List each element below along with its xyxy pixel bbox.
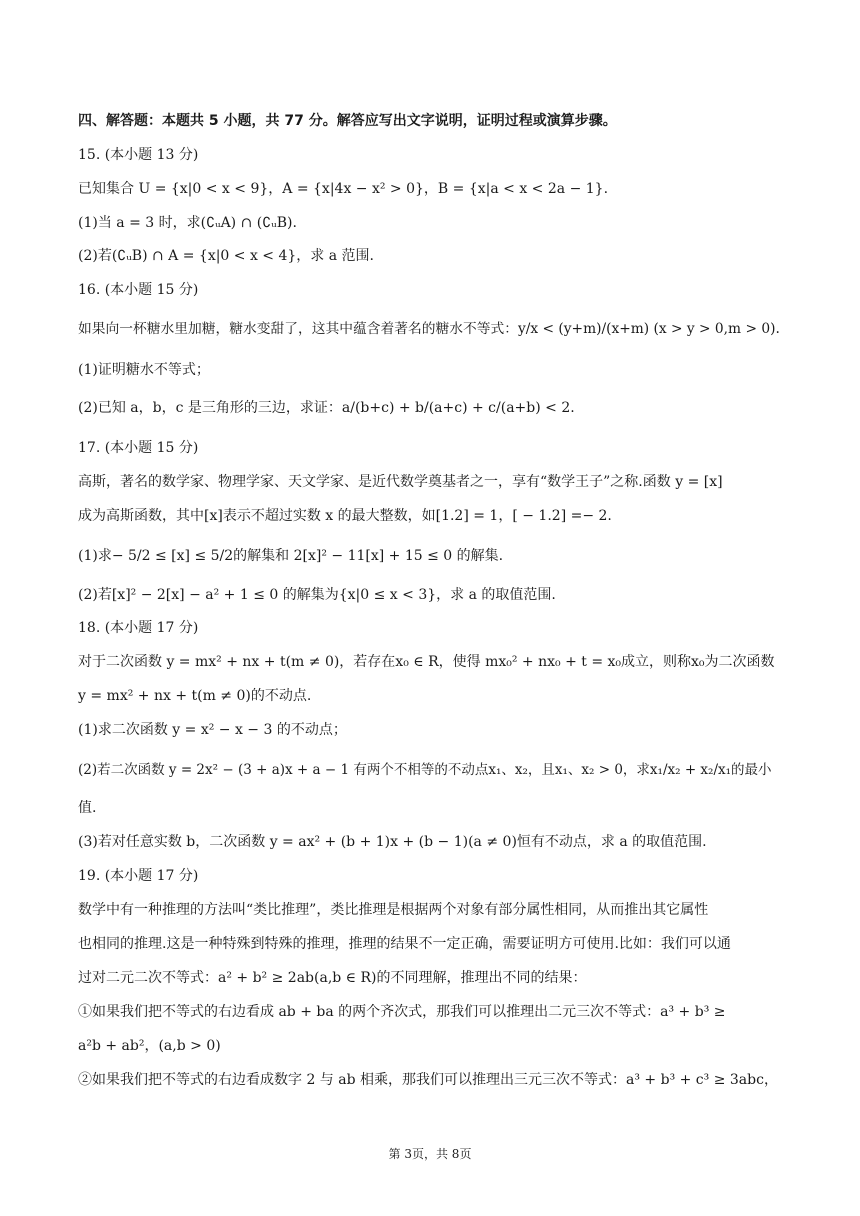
- problem-15-part-2: (2)若(∁ᵤB) ∩ A = {x|0 < x < 4}，求 a 范围.: [78, 248, 375, 264]
- problem-16-part-2: (2)已知 a，b，c 是三角形的三边，求证：a/(b+c) + b/(a+c) + c/(a+b) < 2.: [78, 400, 575, 416]
- problem-19-example-1: ①如果我们把不等式的右边看成 ab + ba 的两个齐次式，那我们可以推理出二元三次不等式：a³ + b³ ≥: [78, 1004, 726, 1020]
- problem-17-part-2: (2)若[x]² − 2[x] − a² + 1 ≤ 0 的解集为{x|0 ≤ x < 3}，求 a 的取值范围.: [78, 587, 556, 603]
- problem-15-header: 15. (本小题 13 分): [78, 147, 199, 163]
- problem-19-statement-line-3: 过对二元二次不等式：a² + b² ≥ 2ab(a,b ∈ R)的不同理解，推理出不同的结果：: [78, 970, 587, 986]
- problem-18-part-2-continued: 值.: [78, 800, 97, 816]
- problem-18-part-3: (3)若对任意实数 b，二次函数 y = ax² + (b + 1)x + (b − 1)(a ≠ 0)恒有不动点，求 a 的取值范围.: [78, 834, 707, 850]
- problem-16-part-1: (1)证明糖水不等式；: [78, 362, 210, 378]
- problem-16-header: 16. (本小题 15 分): [78, 282, 199, 298]
- problem-15-statement: 已知集合 U = {x|0 < x < 9}，A = {x|4x − x² > 0}，B = {x|a < x < 2a − 1}.: [78, 181, 609, 197]
- problem-17-header: 17. (本小题 15 分): [78, 440, 199, 456]
- problem-17-statement-line-1: 高斯，著名的数学家、物理学家、天文学家、是近代数学奠基者之一，享有“数学王子”之称.函数 y = [x]: [78, 474, 723, 490]
- problem-19-example-2: ②如果我们把不等式的右边看成数字 2 与 ab 相乘，那我们可以推理出三元三次不等式：a³ + b³ + c³ ≥ 3abc，: [78, 1072, 778, 1088]
- problem-19-example-1-continued: a²b + ab²，(a,b > 0): [78, 1038, 221, 1054]
- problem-19-statement-line-2: 也相同的推理.这是一种特殊到特殊的推理，推理的结果不一定正确，需要证明方可使用.比如：我们可以通: [78, 936, 731, 952]
- problem-17-part-1: (1)求− 5/2 ≤ [x] ≤ 5/2的解集和 2[x]² − 11[x] + 15 ≤ 0 的解集.: [78, 548, 504, 564]
- problem-18-part-2: (2)若二次函数 y = 2x² − (3 + a)x + a − 1 有两个不相等的不动点x₁、x₂，且x₁、x₂ > 0，求x₁/x₂ + x₂/x₁的最小: [78, 762, 772, 778]
- problem-18-part-1: (1)求二次函数 y = x² − x − 3 的不动点；: [78, 722, 347, 738]
- problem-15-part-1: (1)当 a = 3 时，求(∁ᵤA) ∩ (∁ᵤB).: [78, 215, 297, 231]
- problem-18-header: 18. (本小题 17 分): [78, 620, 199, 636]
- problem-18-statement-line-2: y = mx² + nx + t(m ≠ 0)的不动点.: [78, 688, 312, 704]
- problem-19-header: 19. (本小题 17 分): [78, 868, 199, 884]
- page-footer: 第 3页，共 8页: [388, 1147, 472, 1161]
- section-heading: 四、解答题：本题共 5 小题，共 77 分。解答应写出文字说明，证明过程或演算步骤。: [78, 113, 617, 129]
- problem-19-statement-line-1: 数学中有一种推理的方法叫“类比推理”，类比推理是根据两个对象有部分属性相同，从而推出其它属性: [78, 902, 709, 918]
- problem-18-statement-line-1: 对于二次函数 y = mx² + nx + t(m ≠ 0)，若存在x₀ ∈ R，使得 mx₀² + nx₀ + t = x₀成立，则称x₀为二次函数: [78, 654, 775, 670]
- problem-17-statement-line-2: 成为高斯函数，其中[x]表示不超过实数 x 的最大整数，如[1.2] = 1，[ − 1.2] =− 2.: [78, 508, 612, 524]
- problem-16-statement: 如果向一杯糖水里加糖，糖水变甜了，这其中蕴含着著名的糖水不等式：y/x < (y+m)/(x+m) (x > y > 0,m > 0).: [78, 321, 780, 337]
